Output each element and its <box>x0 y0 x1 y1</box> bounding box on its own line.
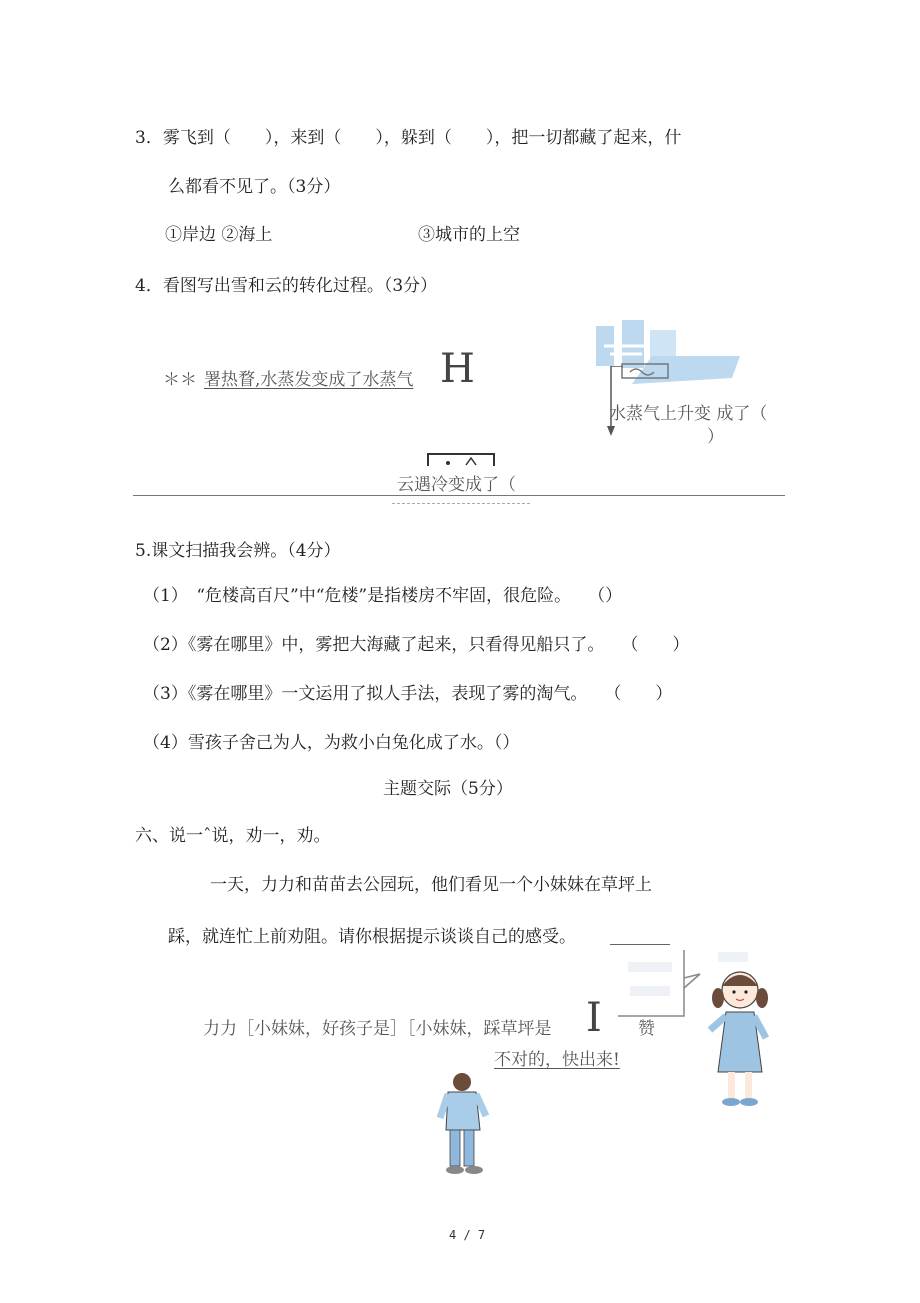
q5-item-4: （4）雪孩子舍己为人，为救小白兔化成了水。（） <box>143 733 520 753</box>
q4-title: 4．看图写出雪和云的转化过程。（3分） <box>135 276 438 296</box>
q4-stars: ＊＊ <box>163 370 197 390</box>
section-divider <box>133 495 785 496</box>
theme-title: 主题交际（5分） <box>383 779 513 799</box>
page-number: 4 / 7 <box>449 1228 486 1242</box>
q5-item-2: （2）《雾在哪里》中，雾把大海藏了起来，只看得见船只了。 （ ） <box>143 635 690 655</box>
q5-title: 5.课文扫描我会辨。（4分） <box>135 541 341 561</box>
q3-option-3: ③城市的上空 <box>418 225 520 245</box>
q6-speech-a: 力力［小妹妹，好孩子是］［小妹妹，踩草坪是 <box>203 1019 552 1039</box>
q6-glyph-i: I <box>586 995 602 1041</box>
q3-option-1-2: ①岸边 ②海上 <box>165 225 273 245</box>
dotted-answer-line <box>392 503 530 505</box>
q3-line2: 么都看不见了。（3分） <box>168 177 341 197</box>
q5-item-3: （3）《雾在哪里》一文运用了拟人手法，表现了雾的淘气。 （ ） <box>143 684 673 704</box>
down-arrow-icon <box>601 366 623 438</box>
q5-item-1: （1） “危楼高百尺”中“危楼”是指楼房不牢固，很危险。 （） <box>143 586 623 606</box>
q4-paren-close: ） <box>707 427 724 447</box>
q3-line1: 3．雾飞到（ ），来到（ ），躲到（ ），把一切都藏了起来，什 <box>135 128 682 148</box>
q4-text-b: 水蒸气上升变 成了（ <box>609 404 768 424</box>
q4-text-a: 署热瞀,水蒸发变成了水蒸气 <box>204 370 414 390</box>
cloud-bracket <box>426 452 496 466</box>
q4-text-c: 云遇冷变成了（ <box>397 475 516 495</box>
underline-bar <box>610 944 670 945</box>
q4-glyph-h: H <box>440 346 475 392</box>
q6-title: 六、说一ˆ说，劝一，劝。 <box>135 826 331 846</box>
q6-paragraph-2: 踩，就连忙上前劝阻。请你根据提示谈谈自己的感受。 <box>168 927 576 947</box>
q6-zan: 赞 <box>638 1019 655 1039</box>
girl-illustration <box>700 968 780 1116</box>
q6-paragraph-1: 一天，力力和苗苗去公园玩，他们看见一个小妹妹在草坪上 <box>210 875 652 895</box>
q6-speech-b: 不对的，快出来! <box>494 1050 620 1070</box>
boy-illustration <box>436 1072 492 1176</box>
